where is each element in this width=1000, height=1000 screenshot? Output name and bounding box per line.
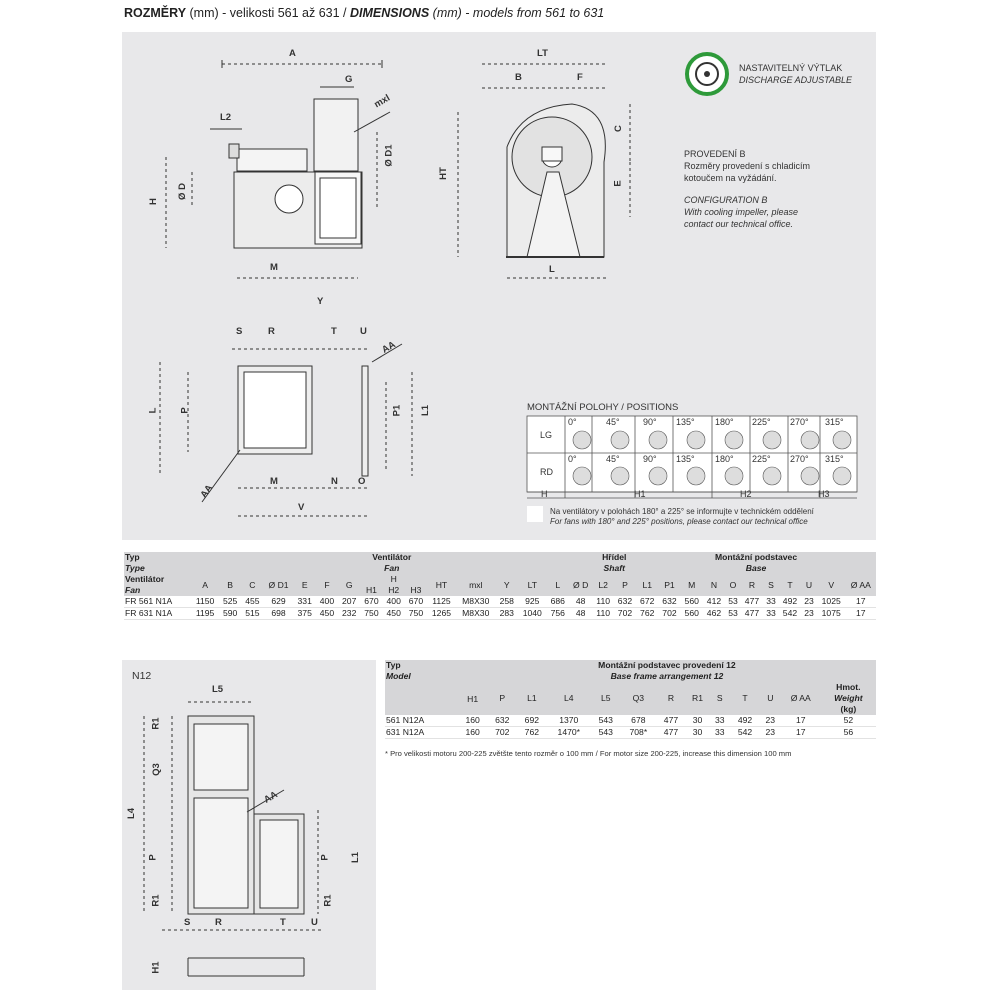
col-m: M — [681, 574, 703, 596]
col-aa: Ø AA — [846, 574, 876, 596]
col-c: C — [241, 574, 263, 596]
dim-r-n12-label: R — [215, 917, 222, 928]
dim-l1-n12-label: L1 — [350, 851, 362, 864]
spec-fan-header: Ventilátor Fan — [191, 552, 592, 574]
base-col-s: S — [709, 682, 730, 715]
page-title: ROZMĚRY (mm) - velikosti 561 až 631 / DIMENSIONS (mm) - models from 561 to 631 — [124, 6, 605, 20]
angle-0-rd: 0° — [568, 454, 577, 464]
col-l: L — [547, 574, 569, 596]
dim-u-n12-label: U — [311, 917, 318, 928]
spec-model-header: Ventilátor Fan — [124, 574, 191, 596]
table-row: FR 631 N1A 1195 590 515 698 375 450 232 750 450 750 1265 M8X30 283 1040 756 48 110 702 762 702 560 462 53 477 33 542 23 1075 17 — [124, 608, 876, 620]
base-footnote: * Pro velikosti motoru 200-225 zvětšte tento rozměr o 100 mm / For motor size 200-225, increase this dimension 100 mm — [385, 749, 792, 758]
base-title-header: Montážní podstavec provedení 12 Base frame arrangement 12 — [458, 660, 876, 682]
dim-l-label: L — [549, 264, 555, 275]
table-row: 631 N12A 160 702 762 1470* 543 708* 477 30 33 542 23 17 56 — [385, 727, 876, 739]
col-b: B — [219, 574, 241, 596]
dim-d-label: Ø D — [176, 183, 188, 200]
dim-o-label: O — [358, 476, 366, 487]
discharge-legend — [739, 62, 852, 86]
col-ht: HT — [427, 574, 456, 596]
col-f: F — [316, 574, 338, 596]
position-lg-label: LG — [540, 430, 553, 440]
discharge-line2: DISCHARGE ADJUSTABLE — [739, 75, 853, 85]
dim-aa-n12-label: AA — [262, 789, 280, 806]
spec-type-header: Typ Type — [124, 552, 191, 574]
dim-l2-label: L2 — [220, 112, 232, 123]
angle-0-lg: 0° — [568, 417, 577, 427]
base-col-r1: R1 — [686, 682, 710, 715]
spec-shaft-header: Hřídel Shaft — [592, 552, 636, 574]
col-l2: L2 — [592, 574, 613, 596]
dim-h1-n12-label: H1 — [150, 961, 162, 974]
col-d1: Ø D1 — [264, 574, 294, 596]
discharge-line1: NASTAVITELNÝ VÝTLAK — [739, 63, 843, 73]
base-col-t: T — [730, 682, 760, 715]
col-mxl: mxl — [456, 574, 496, 596]
dim-y-label: Y — [317, 296, 324, 307]
dim-s-label: S — [236, 326, 243, 337]
col-u: U — [801, 574, 817, 596]
dim-lt-label: LT — [537, 48, 548, 59]
dim-d1-label: Ø D1 — [383, 144, 395, 167]
angle-90-rd: 90° — [643, 454, 657, 464]
dim-f-label: F — [577, 72, 583, 83]
col-n: N — [703, 574, 725, 596]
dim-r1-bottom-label: R1 — [150, 894, 162, 907]
col-e: E — [294, 574, 316, 596]
col-l1: L1 — [636, 574, 658, 596]
dim-q3-label: Q3 — [150, 763, 162, 776]
dim-u-label: U — [360, 326, 367, 337]
dim-p-label: P — [179, 407, 191, 414]
base-col-h1: H1 — [458, 682, 488, 715]
col-h2: H2 — [383, 585, 405, 596]
dim-p-n12-label: P — [147, 854, 159, 861]
dim-m-label: M — [270, 262, 278, 273]
config-b-note: PROVEDENÍ B Rozměry provedení s chladicím kotoučem na vyžádání. CONFIGURATION B With cooling impeller, please contact our technical office. — [684, 149, 811, 229]
col-h1: H1 — [360, 585, 382, 596]
dim-c-label: C — [612, 125, 624, 132]
base-col-weight: Hmot. Weight (kg) — [821, 682, 876, 715]
col-h3: H3 — [405, 585, 427, 596]
base-col-l1: L1 — [517, 682, 547, 715]
dim-r-label: R — [268, 326, 275, 337]
base-col-aa: Ø AA — [781, 682, 821, 715]
dim-e-label: E — [612, 180, 624, 187]
n12-title: N12 — [132, 670, 152, 682]
angle-270-rd: 270° — [790, 454, 809, 464]
dim-l-flange-label: L — [147, 407, 159, 414]
spec-base-header: Montážní podstavec Base — [636, 552, 876, 574]
angle-180-rd: 180° — [715, 454, 734, 464]
col-p: P — [614, 574, 636, 596]
dim-aa-label-bottom: AA — [198, 482, 216, 501]
base-col-q3: Q3 — [621, 682, 657, 715]
base-frame-table — [385, 660, 876, 739]
dim-r1-top-label: R1 — [150, 717, 162, 730]
col-a: A — [191, 574, 219, 596]
angle-45-lg: 45° — [606, 417, 620, 427]
col-g: G — [338, 574, 360, 596]
col-o: O — [725, 574, 741, 596]
base-col-l5: L5 — [591, 682, 621, 715]
col-y: Y — [496, 574, 518, 596]
angle-225-rd: 225° — [752, 454, 771, 464]
col-s: S — [763, 574, 779, 596]
dim-t-label: T — [331, 326, 337, 337]
col-d: Ø D — [569, 574, 593, 596]
angle-90-lg: 90° — [643, 417, 657, 427]
angle-315-lg: 315° — [825, 417, 844, 427]
base-col-l4: L4 — [547, 682, 591, 715]
position-rd-label: RD — [540, 467, 553, 477]
col-p1: P1 — [658, 574, 680, 596]
dim-v-label: V — [298, 502, 305, 513]
col-lt: LT — [518, 574, 547, 596]
dim-g-label: G — [345, 74, 353, 85]
dim-s-n12-label: S — [184, 917, 191, 928]
dim-mxl-label: mxl — [372, 92, 393, 111]
angle-315-rd: 315° — [825, 454, 844, 464]
angle-135-rd: 135° — [676, 454, 695, 464]
dim-p-n12-right-label: P — [319, 854, 331, 861]
dim-t-n12-label: T — [280, 917, 286, 928]
col-h-group: H — [360, 574, 427, 585]
positions-title: MONTÁŽNÍ POLOHY / POSITIONS — [527, 402, 679, 413]
angle-135-lg: 135° — [676, 417, 695, 427]
angle-270-lg: 270° — [790, 417, 809, 427]
base-type-header: Typ Model — [385, 660, 458, 715]
position-h: H — [541, 489, 548, 499]
position-h1: H1 — [634, 489, 646, 499]
dim-b-label: B — [515, 72, 522, 83]
table-row: 561 N12A 160 632 692 1370 543 678 477 30 33 492 23 17 52 — [385, 715, 876, 727]
positions-note: Na ventilátory v polohách 180° a 225° se informujte v technickém oddělení For fans with 180° and 225° positions, please contact our technical office — [550, 507, 814, 526]
base-col-u: U — [760, 682, 781, 715]
dim-l4-label: L4 — [126, 807, 138, 820]
angle-225-lg: 225° — [752, 417, 771, 427]
position-h3: H3 — [818, 489, 830, 499]
dim-m-flange-label: M — [270, 476, 278, 487]
col-t: T — [779, 574, 801, 596]
dim-ht-label: HT — [437, 167, 449, 180]
dim-h-label: H — [147, 198, 159, 205]
col-v: V — [817, 574, 846, 596]
fan-spec-table — [124, 552, 876, 620]
base-col-p: P — [487, 682, 517, 715]
dim-p1-label: P1 — [391, 404, 403, 417]
col-r: R — [741, 574, 763, 596]
dim-r1-right-label: R1 — [322, 894, 334, 907]
dim-a-label: A — [289, 48, 296, 59]
dim-l5-label: L5 — [212, 684, 224, 695]
dim-aa-label-top: AA — [380, 339, 398, 356]
table-row: FR 561 N1A 1150 525 455 629 331 400 207 670 400 670 1125 M8X30 258 925 686 48 110 632 672 632 560 412 53 477 33 492 23 1025 17 — [124, 596, 876, 608]
n12-base-drawing — [122, 660, 376, 990]
dim-l1-label: L1 — [420, 404, 432, 417]
base-col-r: R — [656, 682, 686, 715]
angle-45-rd: 45° — [606, 454, 620, 464]
angle-180-lg: 180° — [715, 417, 734, 427]
dim-n-label: N — [331, 476, 338, 487]
position-h2: H2 — [740, 489, 752, 499]
